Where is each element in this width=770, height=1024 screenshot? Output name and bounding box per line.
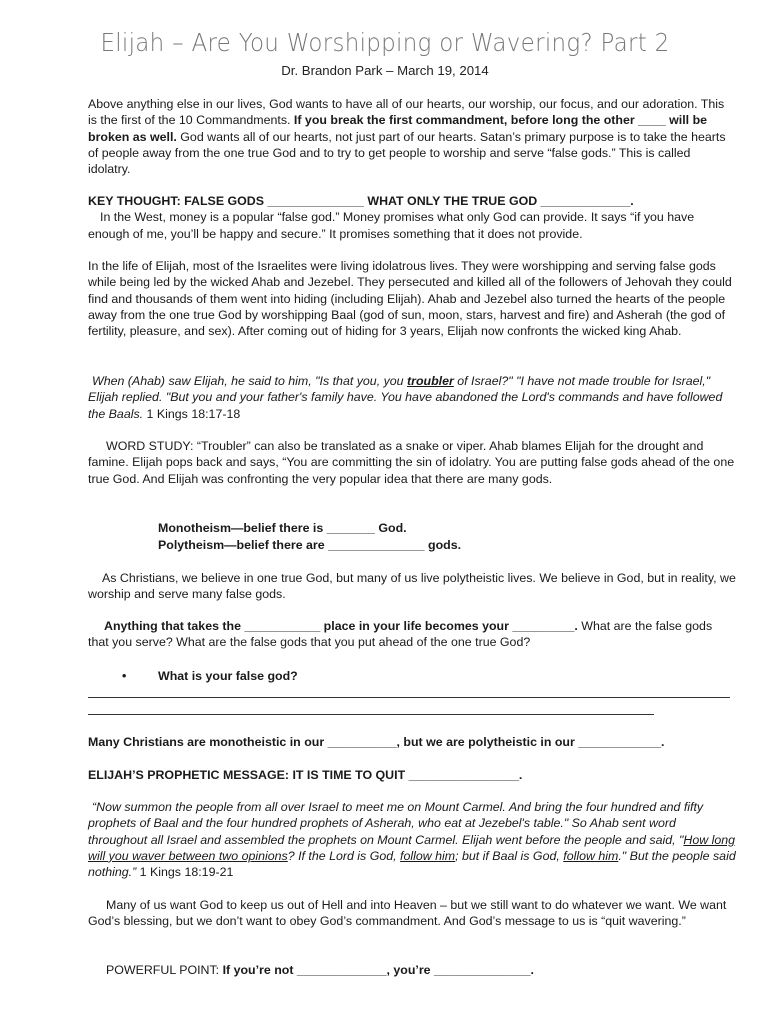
bullet-icon: • [122, 669, 127, 683]
scripture1-troubler: troubler [407, 374, 454, 388]
scripture2-reference: 1 Kings 18:19-21 [136, 865, 234, 880]
intro-bold: If you break the first commandment, before long the other ____ will be broken as well. [88, 113, 708, 144]
powerful-point-label: POWERFUL POINT: [106, 963, 223, 977]
word-study [88, 438, 736, 487]
scripture2-waver: How long will you waver between two opinions [88, 832, 736, 863]
anything-paragraph [88, 618, 736, 651]
scripture-1-kings-18-17 [88, 373, 736, 422]
false-god-question: What is your false god? [158, 669, 298, 683]
prophetic-message-heading: ELIJAH’S PROPHETIC MESSAGE: IT IS TIME TO QUIT ________________. [88, 768, 523, 782]
scripture2-follow-him-1: follow him [400, 848, 456, 863]
powerful-point-text: If you’re not _____________, you’re ______________. [222, 963, 534, 977]
page-title: Elijah – Are You Worshipping or Wavering? Part 2 [100, 28, 670, 57]
word-study-text: WORD STUDY: “Troubler” can also be translated as a snake or viper. Ahab blames Elijah for the drought and famine. Elijah pops back and says, “You are committing the sin of idolatry. You are putting false gods ahead of the one true God. And Elijah was confronting the very popular idea that there are many gods. [88, 439, 735, 486]
scripture1-text-b: of Israel?" "I have not made trouble for Israel," Elijah replied. "But you and your father's family have. You have abandoned the Lord's commands and have followed the Baals. [88, 374, 723, 421]
anything-rest: What are the false gods that you serve? What are the false gods that you put ahead of the one true God? [88, 619, 713, 650]
intro-text-1: Above anything else in our lives, God wants to have all of our hearts, our worship, our focus, and our adoration. This is the first of the 10 Commandments. [88, 97, 725, 128]
scripture2-follow-him-2: follow him [563, 848, 619, 863]
key-thought-heading: KEY THOUGHT: FALSE GODS ______________ WHAT ONLY THE TRUE GOD _____________. [88, 194, 634, 208]
key-thought-body: In the West, money is a popular “false god.” Money promises what only God can provide. It says “if you have enough of me, you’ll be happy and secure.” It promises something that it does not provide. [88, 210, 695, 241]
polytheism-definition: Polytheism—belief there are ______________ gods. [158, 538, 462, 552]
scripture2-text-d: ." But the people said nothing.” [88, 848, 736, 880]
scripture1-reference: 1 Kings 18:17-18 [143, 406, 241, 421]
scripture1-text-a: When (Ahab) saw Elijah, he said to him, "Is that you, you [92, 374, 408, 388]
scripture-1-kings-18-19 [88, 799, 736, 880]
answer-line-1[interactable] [88, 697, 730, 698]
anything-bold: Anything that takes the ___________ place in your life becomes your _________. [104, 619, 578, 633]
christians-paragraph [88, 570, 736, 603]
key-thought [88, 193, 736, 242]
many-of-us-text: Many of us want God to keep us out of Hell and into Heaven – but we still want to do whatever we want. We want God’s blessing, but we don’t want to obey God’s commandment. And God’s message to us is “quit wavering.” [88, 898, 727, 929]
answer-line-2[interactable] [88, 714, 654, 715]
elijah-paragraph: In the life of Elijah, most of the Israelites were living idolatrous lives. They were worshipping and serving false gods while being led by the wicked Ahab and Jezebel. They persecuted and killed all of the followers of Jehovah they could find and thousands of them went into hiding (including Elijah). Ahab and Jezebel also turned the hearts of the people away from the one true God by worshipping Baal (god of sun, moon, stars, harvest and fire) and Asherah (the god of fertility, pleasure, and sex). After coming out of hiding for 3 years, Elijah now confronts the wicked king Ahab. [88, 259, 732, 339]
intro-text-2: God wants all of our hearts, not just part of our hearts. Satan’s primary purpose is to take the hearts of people away from the one true God and to try to get people to worship and serve “false gods.” This is called idolatry. [88, 129, 726, 177]
monotheism-definition: Monotheism—belief there is _______ God. [158, 521, 407, 535]
christians-text: As Christians, we believe in one true God, but many of us live polytheistic lives. We believe in God, but in reality, we worship and serve many false gods. [88, 571, 736, 602]
mono-poly-statement: Many Christians are monotheistic in our __________, but we are polytheistic in our ____________. [88, 735, 665, 749]
author-date: Dr. Brandon Park – March 19, 2014 [281, 63, 489, 78]
intro-paragraph [88, 96, 736, 177]
scripture2-text-c: ; but if Baal is God, [455, 848, 564, 863]
many-of-us-paragraph [88, 897, 736, 930]
scripture2-text-a: “Now summon the people from all over Israel to meet me on Mount Carmel. And bring the four hundred and fifty prophets of Baal and the four hundred prophets of Asherah, who eat at Jezebel's table." So Ahab sent word throughout all Israel and assembled the prophets on Mount Carmel. Elijah went before the people and said, " [88, 800, 704, 847]
scripture2-text-b: ? If the Lord is God, [287, 848, 401, 863]
powerful-point [88, 962, 736, 978]
